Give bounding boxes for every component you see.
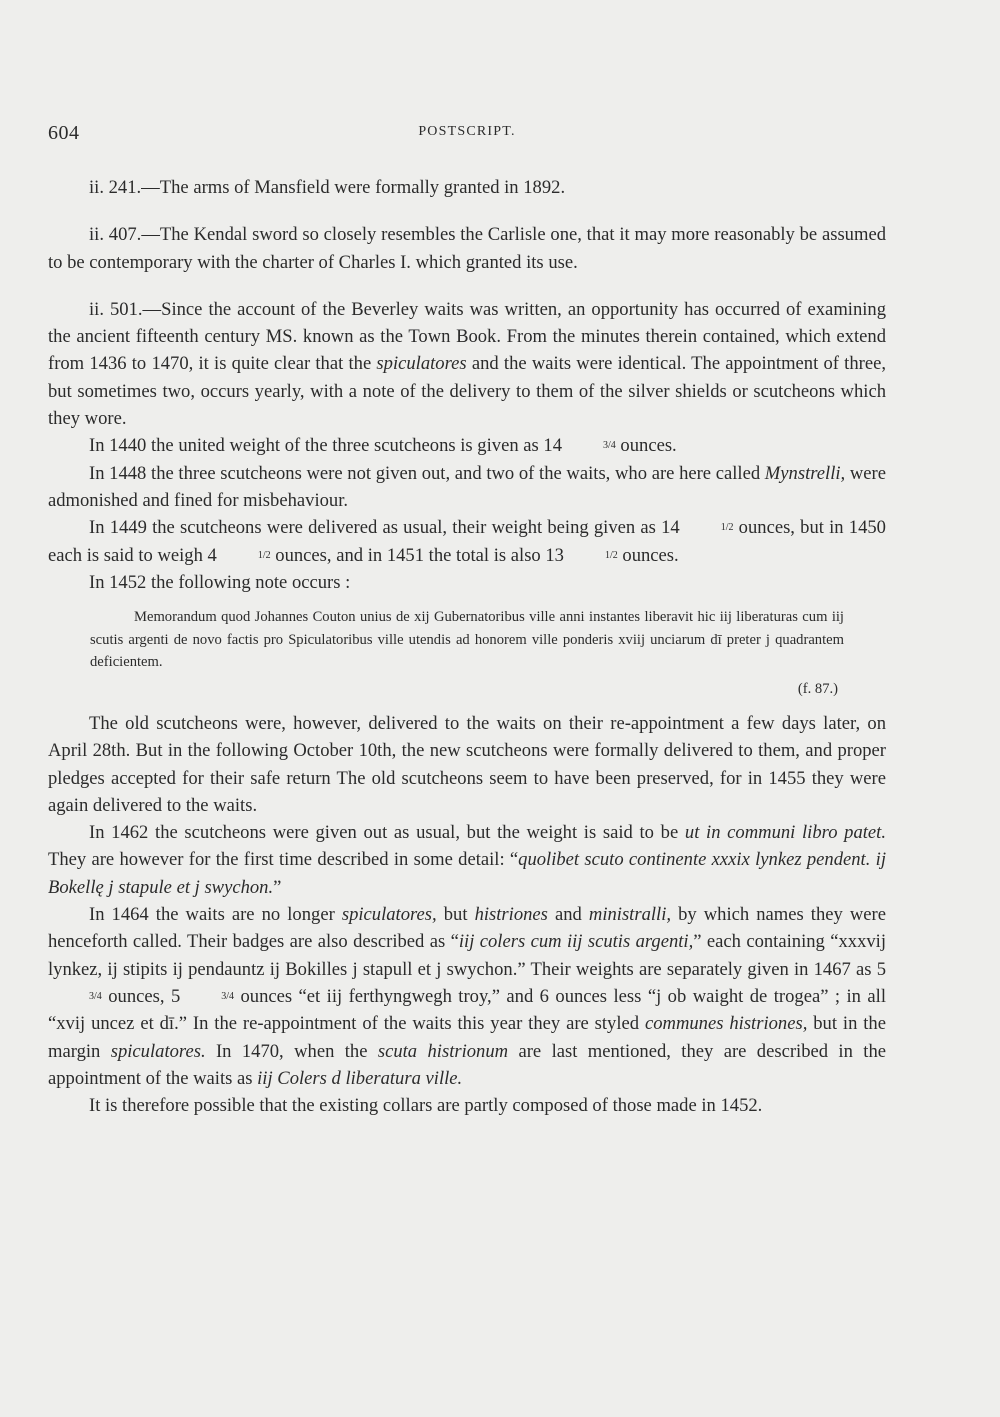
latin-quotation: Memorandum quod Johannes Couton unius de xij Gubernatoribus ville anni instantes liberavit hic iij liberaturas cum iij scutis argenti de novo factis pro Spiculatoribus ville utendis ad honorem ville ponderis xviij unciarum dī preter j quadrantem deficientem. (90, 609, 844, 671)
fraction: 3/4 (221, 990, 235, 1002)
paragraph-old-scutcheons: The old scutcheons were, however, delivered to the waits on their re-appointment a few days later, on April 28th. But in the following October 10th, the new scutcheons were formally delivered to them, and proper pledges accepted for their safe return The old scutcheons seem to have been preserved, for in 1455 they were again delivered to the waits. (48, 712, 886, 816)
page (48, 118, 886, 1119)
fraction: 3/4 (89, 990, 102, 1002)
fraction: 3/4 (603, 440, 616, 452)
running-head: POSTSCRIPT. (418, 124, 516, 139)
page-header (48, 118, 886, 148)
fraction: 1/2 (604, 549, 618, 561)
paragraph-conclusion: It is therefore possible that the existing collars are partly composed of those made in 1452. (89, 1095, 763, 1117)
paragraph-1464: In 1464 the waits are no longer spiculatores, but histriones and ministralli, by which names they were henceforth called. Their badges are also described as “iij colers cum iij scutis argenti,” each containing “xxxvij lynkez, ij stipits ij pendauntz ij Bokilles j stapull et j swychon.” Their weights are separately given in 1467 as 53/4 ounces, 5 3/4 ounces “et iij ferthyngwegh troy,” and 6 ounces less “j ob waight de trogea” ; in all “xvij uncez et dī.” In the re-appointment of the waits this year they are styled communes histriones, but in the margin spiculatores. In 1470, when the scuta histrionum are last mentioned, they are described in the appointment of the waits as iij Colers d liberatura ville. (48, 904, 887, 1089)
paragraph-1440: In 1440 the united weight of the three scutcheons is given as 14 3/4 ounces. (89, 435, 677, 457)
entry-ii-501: ii. 501.—Since the account of the Beverley waits was written, an opportunity has occurred of examining the ancient fifteenth century MS. known as the Town Book. From the minutes therein contained, which extend from 1436 to 1470, it is quite clear that the spiculatores and the waits were identical. The appointment of three, but sometimes two, occurs yearly, with a note of the delivery to them of the silver shields or scutcheons which they wore. (48, 298, 886, 430)
fraction: 1/2 (720, 522, 734, 534)
paragraph-1462: In 1462 the scutcheons were given out as usual, but the weight is said to be ut in communi libro patet. They are however for the first time described in some detail: “quolibet scuto continente xxxix lynkez pendent. ij Bokellę j stapule et j swychon.” (48, 822, 886, 898)
paragraph-1449: In 1449 the scutcheons were delivered as usual, their weight being given as 14 1/2 ounces, but in 1450 each is said to weigh 4 1/2 ounces, and in 1451 the total is also 13 1/2 ounces. (48, 517, 886, 566)
paragraph-1452: In 1452 the following note occurs : (89, 571, 351, 593)
entry-ii-407: ii. 407.—The Kendal sword so closely resembles the Carlisle one, that it may more reasonably be assumed to be contemporary with the charter of Charles I. which granted its use. (48, 224, 886, 273)
fraction: 1/2 (257, 549, 271, 561)
page-number: 604 (48, 122, 80, 144)
paragraph-1448: In 1448 the three scutcheons were not given out, and two of the waits, who are here called Mynstrelli, were admonished and fined for misbehaviour. (48, 462, 886, 511)
entry-ii-241: ii. 241.—The arms of Mansfield were formally granted in 1892. (89, 177, 566, 198)
folio-reference: (f. 87.) (797, 680, 838, 697)
